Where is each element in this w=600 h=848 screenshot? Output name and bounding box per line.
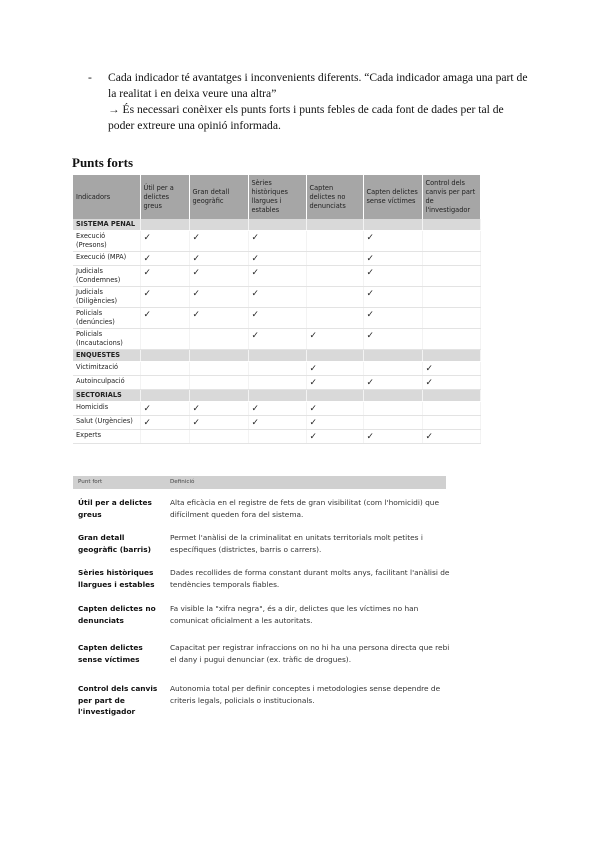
intro-conclusion: → És necessari conèixer els punts forts i punts febles de cada font de dades per tal de poder extreure una opinió informada. (108, 103, 504, 132)
row-label: Judicials (Diligències) (73, 287, 140, 308)
check-mark-icon: ✓ (363, 376, 422, 390)
definition-desc: Permet l'anàlisi de la criminalitat en unitats territorials molt petites i específiques (districtes, barris o carrers). (170, 533, 423, 554)
table-row (73, 376, 480, 390)
check-mark-icon: ✓ (363, 231, 422, 252)
check-mark-icon: ✓ (189, 231, 248, 252)
section-fill-cell (248, 350, 306, 362)
empty-cell (248, 362, 306, 376)
definition-term: Útil per a delictes greus (78, 498, 152, 519)
definition-term: Capten delictes sense víctimes (78, 643, 143, 664)
empty-cell (189, 376, 248, 390)
section-fill-cell (140, 390, 189, 402)
section-fill-cell (140, 219, 189, 231)
check-mark-icon: ✓ (248, 252, 306, 266)
row-label: Autoinculpació (73, 376, 140, 390)
check-mark-icon: ✓ (306, 416, 363, 430)
section-fill-cell (363, 350, 422, 362)
empty-cell (422, 266, 480, 287)
definition-term: Gran detall geogràfic (barris) (78, 533, 151, 554)
header-no-denunciats: Capten delictes no denunciats (306, 175, 363, 219)
table-row (73, 362, 480, 376)
empty-cell (422, 308, 480, 329)
table-row (73, 252, 480, 266)
table-row (73, 402, 480, 416)
check-mark-icon: ✓ (306, 376, 363, 390)
definition-term: Control dels canvis per part de l'investigador (78, 684, 158, 716)
check-mark-icon: ✓ (140, 231, 189, 252)
check-mark-icon: ✓ (248, 402, 306, 416)
section-fill-cell (306, 350, 363, 362)
section-fill-cell (189, 219, 248, 231)
empty-cell (140, 430, 189, 444)
empty-cell (140, 362, 189, 376)
definitions-header (73, 476, 446, 489)
header-geografic: Gran detall geogràfic (189, 175, 248, 219)
check-mark-icon: ✓ (363, 266, 422, 287)
definition-desc: Dades recollides de forma constant durant molts anys, facilitant l'anàlisi de tendències temporals fiables. (170, 568, 450, 589)
definition-term: Capten delictes no denunciats (78, 604, 156, 625)
empty-cell (422, 329, 480, 350)
check-mark-icon: ✓ (189, 287, 248, 308)
intro-quote: Cada indicador té avantatges i inconvenients diferents. “Cada indicador amaga una part de la realitat i en deixa veure una altra” (108, 71, 528, 100)
definition-desc: Fa visible la "xifra negra", és a dir, delictes que les víctimes no han comunicat oficialment a les autoritats. (170, 604, 419, 625)
empty-cell (422, 231, 480, 252)
section-fill-cell (189, 390, 248, 402)
empty-cell (306, 231, 363, 252)
empty-cell (189, 329, 248, 350)
check-mark-icon: ✓ (248, 308, 306, 329)
check-mark-icon: ✓ (189, 252, 248, 266)
section-fill-cell (140, 350, 189, 362)
section-label: ENQUESTES (73, 350, 140, 362)
check-mark-icon: ✓ (363, 430, 422, 444)
empty-cell (248, 430, 306, 444)
empty-cell (306, 252, 363, 266)
indicators-table (73, 175, 481, 444)
empty-cell (422, 416, 480, 430)
row-label: Judicials (Condemnes) (73, 266, 140, 287)
check-mark-icon: ✓ (248, 266, 306, 287)
check-mark-icon: ✓ (363, 287, 422, 308)
section-label: SECTORIALS (73, 390, 140, 402)
section-fill-cell (248, 219, 306, 231)
check-mark-icon: ✓ (363, 308, 422, 329)
intro-paragraph (88, 70, 528, 134)
check-mark-icon: ✓ (140, 308, 189, 329)
definition-desc: Alta eficàcia en el registre de fets de gran visibilitat (com l'homicidi) que difícilment queden fora del sistema. (170, 498, 440, 519)
row-label: Salut (Urgències) (73, 416, 140, 430)
check-mark-icon: ✓ (363, 329, 422, 350)
empty-cell (248, 376, 306, 390)
section-row (73, 390, 480, 402)
check-mark-icon: ✓ (189, 402, 248, 416)
header-sense-victimes: Capten delictes sense víctimes (363, 175, 422, 219)
definitions-header-desc: Definició (170, 479, 195, 485)
check-mark-icon: ✓ (189, 266, 248, 287)
definitions-header-term: Punt fort (78, 479, 103, 485)
empty-cell (306, 308, 363, 329)
check-mark-icon: ✓ (306, 402, 363, 416)
section-fill-cell (363, 390, 422, 402)
empty-cell (363, 402, 422, 416)
check-mark-icon: ✓ (363, 252, 422, 266)
section-row (73, 219, 480, 231)
empty-cell (189, 430, 248, 444)
check-mark-icon: ✓ (140, 416, 189, 430)
check-mark-icon: ✓ (189, 308, 248, 329)
section-fill-cell (422, 350, 480, 362)
empty-cell (306, 266, 363, 287)
header-greus: Útil per a delictes greus (140, 175, 189, 219)
table-row (73, 416, 480, 430)
check-mark-icon: ✓ (306, 430, 363, 444)
definition-desc: Autonomia total per definir conceptes i metodologies sense dependre de criteris legals, policials o institucionals. (170, 684, 441, 705)
table-row (73, 287, 480, 308)
check-mark-icon: ✓ (189, 416, 248, 430)
check-mark-icon: ✓ (140, 402, 189, 416)
empty-cell (140, 329, 189, 350)
empty-cell (306, 287, 363, 308)
check-mark-icon: ✓ (248, 287, 306, 308)
section-fill-cell (422, 390, 480, 402)
check-mark-icon: ✓ (422, 376, 480, 390)
check-mark-icon: ✓ (248, 231, 306, 252)
check-mark-icon: ✓ (140, 266, 189, 287)
header-series: Sèries històriques llargues i estables (248, 175, 306, 219)
definition-desc: Capacitat per registrar infraccions on no hi ha una persona directa que rebi el dany i pugui denunciar (ex. tràfic de drogues). (170, 643, 450, 664)
check-mark-icon: ✓ (422, 430, 480, 444)
table-header-row (73, 175, 480, 219)
check-mark-icon: ✓ (306, 362, 363, 376)
section-fill-cell (306, 390, 363, 402)
section-row (73, 350, 480, 362)
row-label: Homicidis (73, 402, 140, 416)
section-fill-cell (248, 390, 306, 402)
check-mark-icon: ✓ (140, 287, 189, 308)
row-label: Execució (MPA) (73, 252, 140, 266)
section-fill-cell (363, 219, 422, 231)
empty-cell (363, 362, 422, 376)
row-label: Policials (Incautacions) (73, 329, 140, 350)
check-mark-icon: ✓ (422, 362, 480, 376)
section-fill-cell (306, 219, 363, 231)
empty-cell (422, 287, 480, 308)
check-mark-icon: ✓ (306, 329, 363, 350)
table-row (73, 329, 480, 350)
row-label: Policials (denúncies) (73, 308, 140, 329)
empty-cell (422, 402, 480, 416)
header-indicadors: Indicadors (73, 175, 140, 219)
row-label: Execució (Presons) (73, 231, 140, 252)
definition-term: Sèries històriques llargues i estables (78, 568, 155, 589)
row-label: Victimització (73, 362, 140, 376)
section-label: SISTEMA PENAL (73, 219, 140, 231)
check-mark-icon: ✓ (248, 329, 306, 350)
check-mark-icon: ✓ (248, 416, 306, 430)
table-row (73, 430, 480, 444)
table-row (73, 266, 480, 287)
check-mark-icon: ✓ (140, 252, 189, 266)
empty-cell (422, 252, 480, 266)
header-control: Control dels canvis per part de l'investigador (422, 175, 480, 219)
row-label: Experts (73, 430, 140, 444)
empty-cell (363, 416, 422, 430)
section-fill-cell (189, 350, 248, 362)
section-fill-cell (422, 219, 480, 231)
table-row (73, 231, 480, 252)
table-row (73, 308, 480, 329)
bullet-dash: - (88, 71, 92, 84)
empty-cell (189, 362, 248, 376)
section-title: Punts forts (72, 155, 134, 170)
table-body (73, 219, 480, 444)
empty-cell (140, 376, 189, 390)
